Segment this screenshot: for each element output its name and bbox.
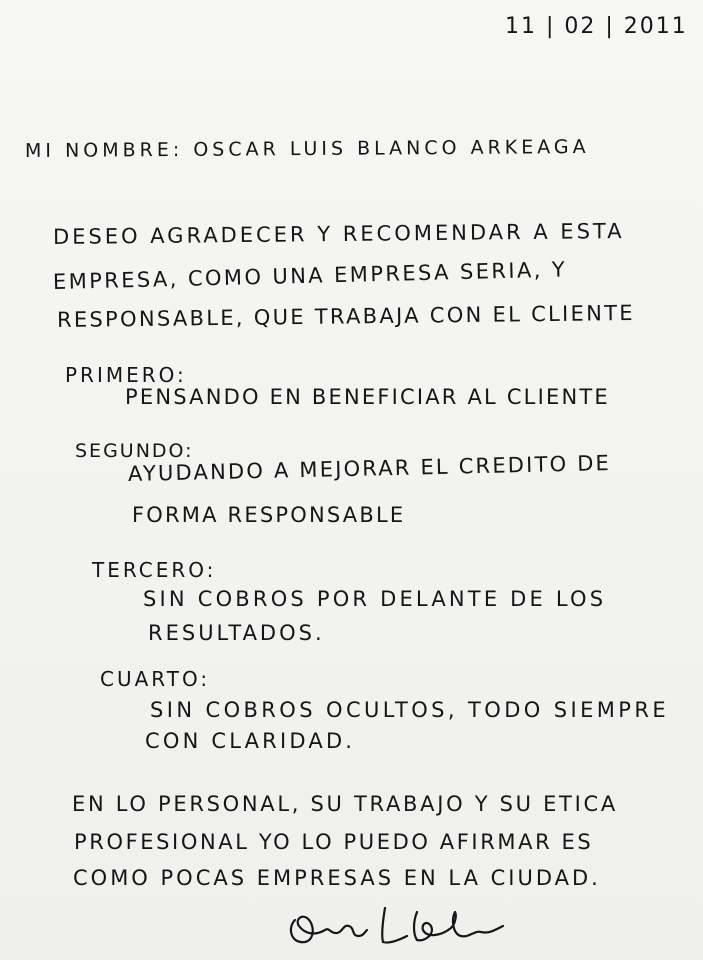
closing-line-3: COMO POCAS EMPRESAS EN LA CIUDAD. xyxy=(73,866,601,890)
intro-line-1: DESEO AGRADECER Y RECOMENDAR A ESTA xyxy=(52,219,625,249)
point-heading-segundo: SEGUNDO: xyxy=(75,440,194,462)
point-text-cuarto-1: SIN COBROS OCULTOS, TODO SIEMPRE xyxy=(150,698,670,722)
point-text-segundo-1: AYUDANDO A MEJORAR EL CREDITO DE xyxy=(127,451,612,486)
intro-line-2: EMPRESA, COMO UNA EMPRESA SERIA, Y xyxy=(52,257,568,294)
point-text-cuarto-2: CON CLARIDAD. xyxy=(145,729,356,753)
point-text-tercero-1: SIN COBROS POR DELANTE DE LOS xyxy=(143,587,607,611)
point-heading-cuarto: CUARTO: xyxy=(100,667,211,691)
point-text-segundo-2: FORMA RESPONSABLE xyxy=(132,503,406,527)
point-text-tercero-2: RESULTADOS. xyxy=(148,621,325,645)
letter-date: 11 | 02 | 2011 xyxy=(505,14,688,39)
point-heading-tercero: TERCERO: xyxy=(92,558,217,582)
intro-line-3: RESPONSABLE, QUE TRABAJA CON EL CLIENTE xyxy=(56,300,635,332)
point-heading-primero: PRIMERO: xyxy=(65,363,187,387)
point-text-primero: PENSANDO EN BENEFICIAR AL CLIENTE xyxy=(125,385,610,409)
closing-line-2: PROFESIONAL YO LO PUEDO AFIRMAR ES xyxy=(74,830,594,854)
handwritten-signature xyxy=(285,900,525,955)
closing-line-1: EN LO PERSONAL, SU TRABAJO Y SU ETICA xyxy=(72,792,618,816)
name-line: MI NOMBRE: OSCAR LUIS BLANCO ARKEAGA xyxy=(24,136,590,162)
